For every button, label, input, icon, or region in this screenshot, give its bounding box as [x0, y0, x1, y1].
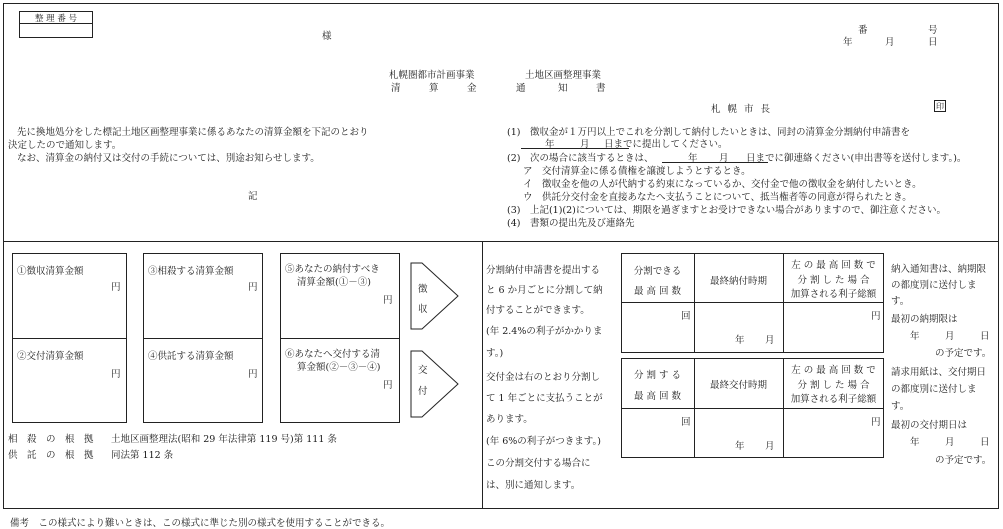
side-bottom-line-4: 最初の交付期日は	[891, 420, 968, 431]
side-top-line-4: 最初の納期限は	[891, 314, 958, 325]
note-2-rest: 日までに御連絡ください(申出書等を送付します。)。	[746, 153, 967, 164]
top-kai: 回	[681, 311, 691, 322]
installment-table-top-col-divider-1	[694, 253, 695, 353]
note-1b-nen: 年	[545, 139, 555, 150]
intro-line1: 先に換地処分をした標記土地区画整理事業に係るあなたの清算金額を下記のとおり	[17, 127, 369, 138]
note-2-nen: 年	[688, 153, 698, 164]
note-2a: ア 交付清算金に係る債権を譲渡しようとするとき。	[523, 166, 751, 177]
choshu-arrow-char-1: 徴	[418, 284, 428, 295]
installment-line-6: 交付金は右のとおり分割し	[486, 372, 601, 383]
mayor-label: 札 幌 市 長	[711, 104, 773, 115]
note-2-tsuki: 月	[719, 153, 729, 164]
installment-table-bottom-row-divider	[621, 408, 884, 409]
installment-line-8: あります。	[486, 414, 533, 425]
kofu-anata-label-2: 算金額(②－③－④)	[297, 362, 381, 373]
bango-go: 号	[928, 25, 938, 36]
kofu-arrow-char-1: 交	[418, 365, 428, 376]
kofu-anata-yen: 円	[383, 380, 393, 391]
sama-label: 様	[322, 31, 332, 42]
bottom-col1-b: 最 高 回 数	[633, 391, 682, 402]
top-tsuki: 月	[765, 335, 775, 346]
intro-line2: 決定したので通知します。	[8, 140, 122, 151]
bottom-col3-b: 分 割 し た 場 合	[797, 380, 870, 391]
date-hi: 日	[928, 37, 938, 48]
title-char-3: 金	[467, 83, 477, 94]
title-line1-left: 札幌圏都市計画事業	[389, 70, 475, 81]
side-bottom-line-3: す。	[891, 401, 910, 412]
installment-line-5: す。)	[486, 348, 504, 359]
installment-line-11: は、別に通知します。	[486, 480, 581, 491]
top-yen: 円	[871, 311, 881, 322]
date-tsuki: 月	[885, 37, 895, 48]
bottom-kai: 回	[681, 417, 691, 428]
side-top-hi: 日	[980, 331, 990, 342]
installment-line-7: て 1 年ごとに支払うことが	[486, 393, 603, 404]
bottom-yen: 円	[871, 417, 881, 428]
note-1b-rest: 日までに提出してください。	[604, 139, 728, 150]
seiri-bango-label: 整 理 番 号	[34, 14, 78, 24]
bottom-col1-a: 分 割 す る	[633, 370, 682, 381]
bottom-col3-c: 加算される利子総額	[790, 394, 877, 405]
note-1a: (1) 徴収金が１万円以上でこれを分割して納付したいときは、同封の清算金分割納付申請書を	[507, 127, 910, 138]
top-col2: 最終納付時期	[709, 276, 767, 287]
side-bottom-line-1: 請求用紙は、交付期日	[891, 367, 987, 378]
installment-table-bottom-col-divider-1	[694, 358, 695, 458]
side-bottom-line-2: の都度別に送付しま	[891, 384, 977, 395]
installment-table-top-row-divider	[621, 302, 884, 303]
side-bottom-hi: 日	[980, 437, 990, 448]
top-col1-b: 最 高 回 数	[633, 286, 682, 297]
note-2u: ウ 供託分交付金を直接あなたへ支払うことについて、抵当権者等の同意が得られたとき。	[523, 192, 912, 203]
installment-line-9: (年 6%の利子がつきます。)	[486, 436, 601, 447]
top-col3-c: 加算される利子総額	[790, 289, 877, 300]
amount-column-3-divider	[280, 338, 400, 339]
kofu-arrow-char-2: 付	[418, 386, 428, 397]
top-nen: 年	[735, 335, 745, 346]
bottom-col2: 最終交付時期	[709, 380, 767, 391]
date-nen: 年	[843, 37, 853, 48]
top-col1-a: 分割できる	[633, 266, 682, 277]
installment-line-2: と 6 か月ごとに分割して納	[486, 285, 603, 296]
side-bottom-tsuki: 月	[945, 437, 955, 448]
side-top-line-3: す。	[891, 296, 910, 307]
sosai-yen: 円	[248, 282, 258, 293]
title-char-4: 通	[516, 83, 526, 94]
bango-label: 番	[858, 25, 868, 36]
amount-column-1-divider	[12, 338, 127, 339]
amount-column-2-divider	[143, 338, 263, 339]
side-top-line-1: 納入通知書は、納期限	[891, 264, 987, 275]
side-bottom-end: の予定です。	[935, 455, 992, 466]
installment-line-4: (年 2.4%の利子がかかりま	[486, 326, 603, 337]
bottom-tsuki: 月	[765, 441, 775, 452]
middle-divider	[482, 241, 483, 509]
intro-line3: なお、清算金の納付又は交付の手続については、別途お知らせします。	[17, 153, 320, 164]
note-2i: イ 徴収金を他の人が代納する約束になっているか、交付金で他の徴収金を納付したいとき。	[523, 179, 922, 190]
note-2-pre: (2) 次の場合に該当するときは、	[507, 153, 654, 164]
choshu-label: ①徴収清算金額	[17, 266, 84, 277]
kyotaku-label: ④供託する清算金額	[148, 351, 234, 362]
title-char-2: 算	[429, 83, 439, 94]
choshu-yen: 円	[111, 282, 121, 293]
side-top-line-2: の都度別に送付しま	[891, 280, 977, 291]
side-bottom-nen: 年	[910, 437, 920, 448]
bottom-col3-a: 左 の 最 高 回 数 で	[791, 365, 876, 376]
title-char-1: 清	[391, 83, 401, 94]
nofu-yen: 円	[383, 295, 393, 306]
kofu-yen: 円	[111, 369, 121, 380]
sosai-label: ③相殺する清算金額	[148, 266, 234, 277]
installment-line-10: この分割交付する場合に	[486, 458, 591, 469]
nofu-label-1: ⑤あなたの納付すべき	[285, 264, 380, 275]
nofu-label-2: 清算金額(①－③)	[297, 277, 371, 288]
choshu-arrow-char-2: 収	[418, 304, 428, 315]
sosai-basis-value: 土地区画整理法(昭和 29 年法律第 119 号)第 111 条	[111, 434, 337, 445]
kofu-anata-label-1: ⑥あなたへ交付する清	[285, 349, 381, 360]
side-top-nen: 年	[910, 331, 920, 342]
top-col3-a: 左 の 最 高 回 数 で	[791, 260, 876, 271]
kyotaku-basis-value: 同法第 112 条	[111, 450, 174, 461]
seal-mark: 印	[936, 102, 944, 111]
note-4: (4) 書類の提出先及び連絡先	[507, 218, 635, 229]
installment-line-3: 付することができます。	[486, 305, 590, 316]
footer-biko: 備考 この様式により難いときは、この様式に準じた別の様式を使用することができる。	[10, 518, 391, 529]
title-char-5: 知	[558, 83, 568, 94]
sosai-basis-label: 相 殺 の 根 拠	[8, 434, 94, 445]
side-top-end: の予定です。	[935, 348, 992, 359]
note-3: (3) 上記(1)(2)については、期限を過ぎますとお受けできない場合がありますので、御注意ください。	[507, 205, 946, 216]
installment-line-1: 分割納付申請書を提出する	[486, 265, 601, 276]
choshu-arrow-shape	[410, 262, 460, 330]
note-1b-tsuki: 月	[580, 139, 590, 150]
kyotaku-yen: 円	[248, 369, 258, 380]
title-line1-right: 土地区画整理事業	[525, 70, 602, 81]
kofu-label: ②交付清算金額	[17, 351, 84, 362]
kyotaku-basis-label: 供 託 の 根 拠	[8, 450, 94, 461]
bottom-nen: 年	[735, 441, 745, 452]
top-col3-b: 分 割 し た 場 合	[797, 275, 870, 286]
ki-label: 記	[248, 191, 258, 202]
side-top-tsuki: 月	[945, 331, 955, 342]
title-char-6: 書	[596, 83, 606, 94]
section-divider	[3, 241, 999, 242]
